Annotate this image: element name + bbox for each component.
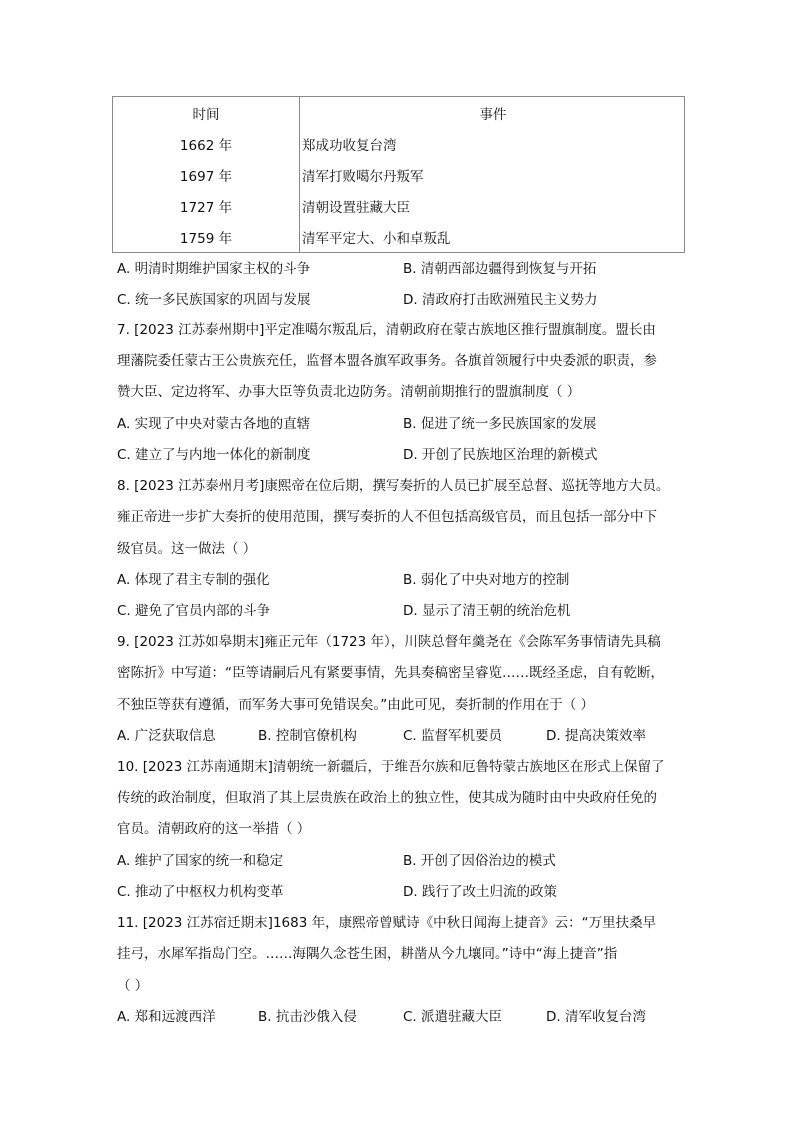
q10-stem-line1: 10. [2023 江苏南通期末]清朝统一新疆后，于维吾尔族和厄鲁特蒙古族地区在形式上保留了 bbox=[117, 759, 665, 775]
q7-option-c[interactable]: C. 建立了与内地一体化的新制度 bbox=[117, 447, 311, 463]
q6-option-d[interactable]: D. 清政府打击欧洲殖民主义势力 bbox=[403, 292, 598, 308]
q9-option-a[interactable]: A. 广泛获取信息 bbox=[117, 728, 216, 744]
q8-stem-line1: 8. [2023 江苏泰州月考]康熙帝在位后期，撰写奏折的人员已扩展至总督、巡抚等地方大员。 bbox=[117, 478, 670, 494]
q11-option-b[interactable]: B. 抗击沙俄入侵 bbox=[258, 1009, 357, 1025]
q10-stem-line2: 传统的政治制度，但取消了其上层贵族在政治上的独立性，使其成为随时由中央政府任免的 bbox=[117, 790, 657, 806]
q9-stem-line3: 不独臣等获有遵循，而军务大事可免错误矣。”由此可见，奏折制的作用在于（ ） bbox=[117, 697, 595, 713]
q11-option-a[interactable]: A. 郑和远渡西洋 bbox=[117, 1009, 216, 1025]
q6-option-a[interactable]: A. 明清时期维护国家主权的斗争 bbox=[117, 261, 311, 277]
cell-time: 1727 年 bbox=[113, 190, 300, 221]
table-row bbox=[113, 128, 685, 159]
q11-option-c[interactable]: C. 派遣驻藏大臣 bbox=[403, 1009, 503, 1025]
q6-option-b[interactable]: B. 清朝西部边疆得到恢复与开拓 bbox=[403, 261, 597, 277]
q9-option-b[interactable]: B. 控制官僚机构 bbox=[258, 728, 357, 744]
q8-option-a[interactable]: A. 体现了君主专制的强化 bbox=[117, 572, 270, 588]
q7-stem-line2: 理藩院委任蒙古王公贵族充任，监督本盟各旗军政事务。各旗首领履行中央委派的职责，参 bbox=[117, 353, 657, 369]
q10-option-d[interactable]: D. 践行了改土归流的政策 bbox=[403, 884, 557, 900]
q9-stem-line2: 密陈折》中写道：“臣等请嗣后凡有紧要事情，先具奏稿密呈睿览……既经圣虑，自有乾断， bbox=[117, 665, 664, 681]
cell-time: 1662 年 bbox=[113, 128, 300, 159]
q7-stem-line1: 7. [2023 江苏泰州期中]平定准噶尔叛乱后，清朝政府在蒙古族地区推行盟旗制度。盟长由 bbox=[117, 322, 656, 338]
q10-option-c[interactable]: C. 推动了中枢权力机构变革 bbox=[117, 884, 284, 900]
table-row bbox=[113, 221, 685, 253]
q8-stem-line3: 级官员。这一做法（ ） bbox=[117, 541, 257, 557]
cell-time: 1697 年 bbox=[113, 159, 300, 190]
q11-stem-line2: 挂弓，水犀军指岛门空。……海隅久念苍生困，耕凿从今九壤同。”诗中“海上捷音”指 bbox=[117, 946, 618, 962]
q9-stem-line1: 9. [2023 江苏如皋期末]雍正元年（1723 年），川陕总督年羹尧在《会陈军务事情请先具稿 bbox=[117, 634, 661, 650]
q6-option-c[interactable]: C. 统一多民族国家的巩固与发展 bbox=[117, 292, 311, 308]
q8-option-c[interactable]: C. 避免了官员内部的斗争 bbox=[117, 603, 271, 619]
table-row bbox=[113, 190, 685, 221]
q9-option-c[interactable]: C. 监督军机要员 bbox=[403, 728, 503, 744]
q10-stem-line3: 官员。清朝政府的这一举措（ ） bbox=[117, 821, 311, 837]
cell-event: 清军平定大、小和卓叛乱 bbox=[302, 230, 451, 247]
q10-option-a[interactable]: A. 维护了国家的统一和稳定 bbox=[117, 853, 284, 869]
q7-option-d[interactable]: D. 开创了民族地区治理的新模式 bbox=[403, 447, 598, 463]
header-time: 时间 bbox=[113, 97, 300, 129]
table-header-row bbox=[113, 97, 685, 129]
q11-option-d[interactable]: D. 清军收复台湾 bbox=[546, 1009, 646, 1025]
q11-stem-line3: （ ） bbox=[117, 978, 149, 994]
cell-time: 1759 年 bbox=[113, 221, 300, 253]
q11-stem-line1: 11. [2023 江苏宿迁期末]1683 年，康熙帝曾赋诗《中秋日闻海上捷音》云：“万里扶桑早 bbox=[117, 915, 657, 931]
cell-event: 郑成功收复台湾 bbox=[302, 137, 397, 154]
cell-event: 清军打败噶尔丹叛军 bbox=[302, 168, 424, 185]
q7-option-a[interactable]: A. 实现了中央对蒙古各地的直辖 bbox=[117, 416, 311, 432]
events-table bbox=[112, 96, 685, 253]
q7-stem-line3: 赞大臣、定边将军、办事大臣等负责北边防务。清朝前期推行的盟旗制度（ ） bbox=[117, 384, 581, 400]
q8-stem-line2: 雍正帝进一步扩大奏折的使用范围，撰写奏折的人不但包括高级官员，而且包括一部分中下 bbox=[117, 509, 657, 525]
header-event: 事件 bbox=[479, 106, 507, 123]
q9-option-d[interactable]: D. 提高决策效率 bbox=[546, 728, 646, 744]
q7-option-b[interactable]: B. 促进了统一多民族国家的发展 bbox=[403, 416, 597, 432]
q8-option-b[interactable]: B. 弱化了中央对地方的控制 bbox=[403, 572, 570, 588]
cell-event: 清朝设置驻藏大臣 bbox=[302, 199, 410, 216]
table-row bbox=[113, 159, 685, 190]
q10-option-b[interactable]: B. 开创了因俗治边的模式 bbox=[403, 853, 556, 869]
q8-option-d[interactable]: D. 显示了清王朝的统治危机 bbox=[403, 603, 571, 619]
